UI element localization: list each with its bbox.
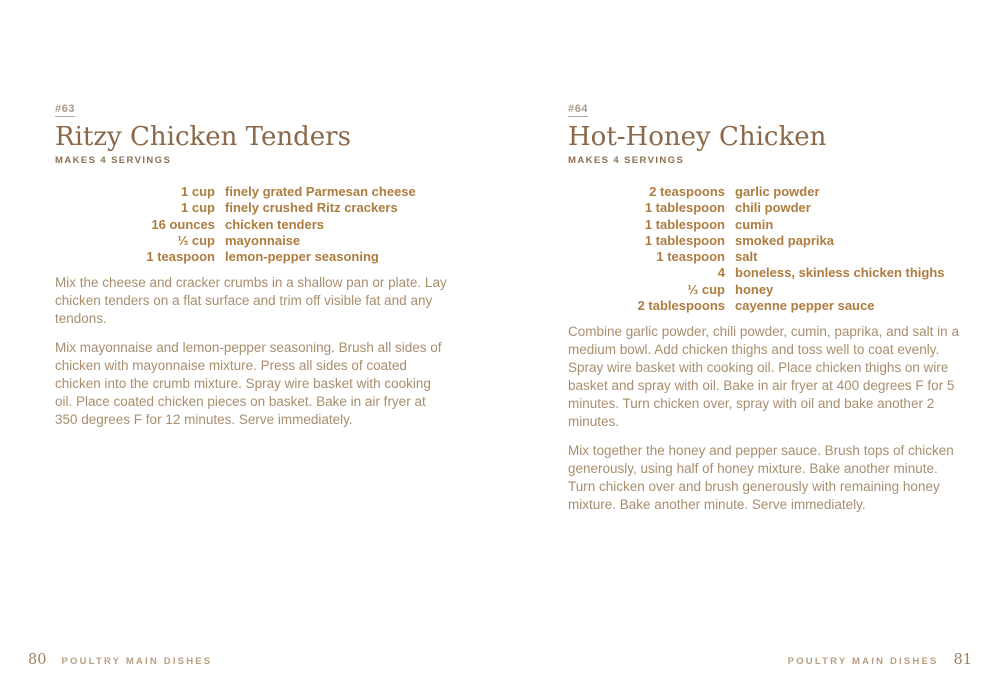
ingredient-row [568, 200, 960, 216]
ingredient-quantity: 1 tablespoon [644, 216, 725, 232]
instruction-paragraph: Mix mayonnaise and lemon-pepper seasoning. Brush all sides of chicken with mayonnaise mixture. Press all sides of coated chicken into the crumb mixture. Spray wire basket with cooking oil. Place coated chicken pieces on basket. Bake in air fryer at 350 degrees F for 12 minutes. Serve immediately. [55, 340, 442, 428]
ingredient-name: lemon-pepper seasoning [225, 249, 379, 265]
recipe-title: Ritzy Chicken Tenders [55, 122, 351, 152]
ingredient-quantity: 1 teaspoon [656, 249, 725, 265]
recipe-page-left [55, 99, 447, 440]
ingredient-quantity: ⅓ cup [687, 281, 725, 297]
ingredient-name: smoked paprika [735, 232, 834, 248]
page-number: 80 [28, 652, 47, 668]
ingredient-quantity: 4 [717, 265, 725, 281]
instructions-text [55, 274, 447, 429]
ingredient-name: honey [735, 281, 774, 297]
ingredients-list [568, 184, 960, 314]
ingredient-row [55, 184, 447, 200]
ingredient-quantity: 1 cup [181, 200, 215, 216]
ingredient-row [55, 217, 447, 233]
instruction-paragraph: Mix the cheese and cracker crumbs in a shallow pan or plate. Lay chicken tenders on a flat surface and trim off visible fat and any tendons. [55, 275, 447, 327]
section-label: POULTRY MAIN DISHES [787, 656, 939, 667]
ingredient-row [55, 233, 447, 249]
instructions-text [568, 323, 960, 514]
ingredient-name: cayenne pepper sauce [735, 298, 875, 314]
ingredient-quantity: 2 tablespoons [637, 298, 725, 314]
instruction-paragraph: Mix together the honey and pepper sauce. Brush tops of chicken generously, using half of honey mixture. Bake another minute. Turn chicken over and brush generously with remaining honey mixture. Bake another minute. Serve immediately. [568, 443, 954, 513]
ingredient-quantity: 1 cup [181, 184, 215, 199]
page-number: 81 [953, 652, 972, 668]
ingredient-name: garlic powder [735, 184, 820, 199]
section-label: POULTRY MAIN DISHES [61, 656, 213, 667]
ingredient-name: chili powder [735, 200, 811, 216]
ingredient-quantity: ⅓ cup [177, 232, 215, 248]
ingredient-name: salt [735, 249, 758, 265]
ingredient-name: boneless, skinless chicken thighs [735, 265, 945, 281]
ingredient-quantity: 2 teaspoons [649, 184, 725, 199]
ingredients-list [55, 184, 447, 265]
footer-left [28, 652, 212, 668]
ingredient-quantity: 1 teaspoon [146, 249, 215, 265]
footer-right [788, 652, 972, 668]
ingredient-row [568, 184, 960, 200]
ingredient-row [55, 249, 447, 265]
recipe-number: #63 [55, 103, 76, 115]
ingredient-name: chicken tenders [225, 216, 324, 232]
ingredient-quantity: 1 tablespoon [644, 200, 725, 216]
ingredient-name: mayonnaise [225, 232, 301, 248]
recipe-title: Hot-Honey Chicken [568, 122, 827, 152]
ingredient-row [568, 265, 960, 281]
ingredient-name: finely crushed Ritz crackers [225, 200, 398, 216]
ingredient-row [568, 282, 960, 298]
ingredient-name: cumin [735, 216, 774, 232]
ingredient-row [568, 233, 960, 249]
instruction-paragraph: Combine garlic powder, chili powder, cumin, paprika, and salt in a medium bowl. Add chicken thighs and toss well to coat evenly. Spray wire basket with cooking oil. Place chicken thighs on wire basket and spray with oil. Bake in air fryer at 400 degrees F for 5 minutes. Turn chicken over, spray with oil and bake another 2 minutes. [568, 324, 959, 430]
ingredient-row [568, 249, 960, 265]
ingredient-quantity: 16 ounces [151, 216, 215, 232]
ingredient-row [568, 217, 960, 233]
servings-label: MAKES 4 SERVINGS [55, 155, 172, 166]
ingredient-row [568, 298, 960, 314]
ingredient-quantity: 1 tablespoon [644, 232, 725, 248]
recipe-number: #64 [568, 103, 589, 115]
recipe-page-right [568, 99, 960, 525]
ingredient-row [55, 200, 447, 216]
servings-label: MAKES 4 SERVINGS [568, 155, 685, 166]
ingredient-name: finely grated Parmesan cheese [225, 184, 416, 199]
